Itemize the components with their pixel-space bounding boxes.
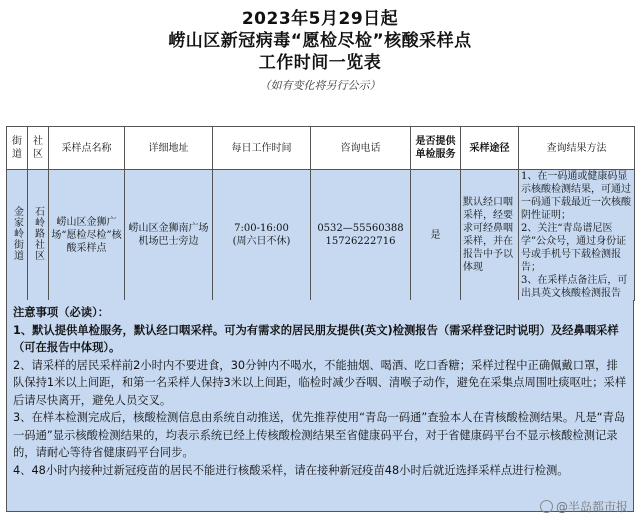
note-item-1: 1、默认提供单检服务，默认经口咽采样。可为有需求的居民朋友提供(英文)检测报告（需采样登记时说明）及经鼻咽采样（可在报告中体现）。 (13, 323, 619, 354)
cell-hours (213, 170, 311, 301)
cell-phone (311, 170, 411, 301)
cell-method: 默认经口咽采样，经要求可经鼻咽采样，并在报告中予以体现 (461, 170, 519, 301)
watermark-logo-icon (540, 500, 553, 513)
hours-value: 7:00-16:00 (234, 223, 289, 234)
watermark-text: @半岛都市报 (555, 500, 628, 514)
col-header-hours: 每日工作时间 (213, 127, 311, 170)
note-item-3: 3、在样本检测完成后，核酸检测信息由系统自动推送，优先推荐使用“青岛一码通”查验本人在青核酸检测结果。凡是“青岛一码通”显示核酸检测结果的，均表示系统已经上传核酸检测结果至省健康码平台，对于省健康码平台不显示核酸检测记录的，请耐心等待省健康码平台同步。 (13, 411, 626, 459)
col-header-community: 社区 (28, 127, 49, 170)
table-row (7, 170, 635, 301)
date-line: 2023年5月29日起 (241, 9, 399, 29)
note-item-4: 4、48小时内接种过新冠疫苗的居民不能进行核酸采样，请在接种新冠疫苗48小时后就近选择采样点进行检测。 (13, 463, 569, 477)
notes-section (6, 300, 634, 512)
cell-address: 崂山区金狮南广场机场巴士旁边 (125, 170, 213, 301)
query-step-2: 2、关注“青岛谱尼医学”公众号，通过身份证号或手机号下载检测报告； (521, 223, 627, 273)
phone-1: 0532—55560388 (317, 223, 404, 234)
query-step-3: 3、在采样点备注后，可出具英文核酸检测报告 (521, 275, 628, 299)
page-subtitle: 工作时间一览表 (258, 53, 382, 73)
phone-2: 15726222716 (325, 236, 396, 247)
cell-single-test: 是 (411, 170, 461, 301)
col-header-query: 查询结果方法 (519, 127, 635, 170)
col-header-address: 详细地址 (125, 127, 213, 170)
col-header-phone: 咨询电话 (311, 127, 411, 170)
query-step-1: 1、在一码通或健康码显示核酸检测结果，可通过一码通下载最近一次核酸阴性证明； (521, 171, 631, 221)
cell-street: 金家岭街道 (7, 170, 28, 301)
col-header-street: 街道 (7, 127, 28, 170)
table-header-row (7, 127, 635, 170)
note-item-2: 2、请采样的居民采样前2小时内不要进食，30分钟内不喝水，不能抽烟、喝酒、吃口香糖；采样过程中正确佩戴口罩，排队保持1米以上间距，和第一名采样人保持3米以上间距，临检时减少吞咽、清喉子动作，避免在采集点周围吐痰呕吐；采样后请尽快离开，避免人员交叉。 (13, 358, 627, 407)
watermark (540, 498, 628, 515)
hours-note: (周六日不休) (232, 236, 291, 247)
change-note: （如有变化将另行公示） (259, 79, 381, 92)
cell-community: 石岭路社区 (28, 170, 49, 301)
sampling-sites-table (6, 126, 635, 301)
notes-heading: 注意事项（必读）： (13, 306, 110, 319)
col-header-site-name: 采样点名称 (49, 127, 125, 170)
col-header-single-test: 是否提供单检服务 (411, 127, 461, 170)
page-title: 崂山区新冠病毒“愿检尽检”核酸采样点 (168, 31, 472, 51)
col-header-method: 采样途径 (461, 127, 519, 170)
cell-query (519, 170, 635, 301)
cell-site-name: 崂山区金狮广场“愿检尽检”核酸采样点 (49, 170, 125, 301)
